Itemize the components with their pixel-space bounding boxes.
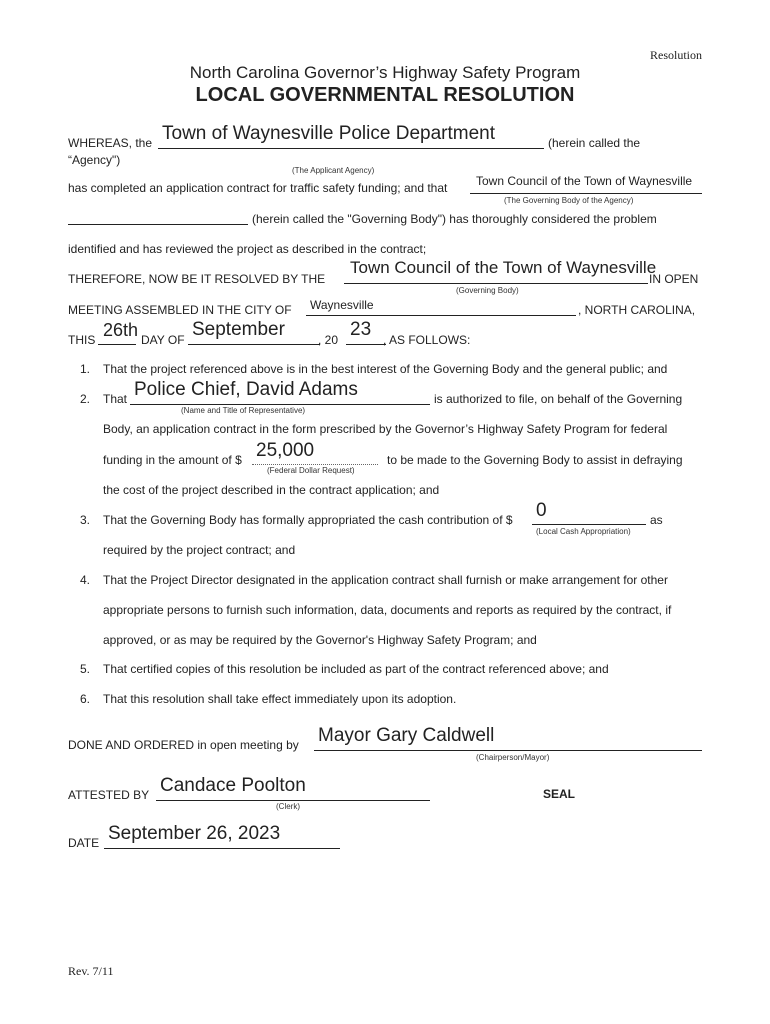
governing-body-continuation-line — [68, 224, 248, 225]
day-of-text: DAY OF — [141, 333, 185, 347]
agency-caption: (The Applicant Agency) — [292, 166, 375, 175]
chairperson-field[interactable]: Mayor Gary Caldwell — [318, 725, 495, 746]
item-2-number: 2. — [80, 392, 91, 406]
agency-field[interactable]: Town of Waynesville Police Department — [162, 123, 495, 144]
governing-body-field-line — [470, 193, 702, 194]
clerk-caption: (Clerk) — [276, 802, 300, 811]
city-field-line — [306, 315, 576, 316]
therefore-lead: THEREFORE, NOW BE IT RESOLVED BY THE — [68, 272, 326, 286]
funding-field-line — [252, 464, 378, 465]
date-field[interactable]: September 26, 2023 — [108, 823, 281, 844]
cash-caption: (Local Cash Appropriation) — [536, 527, 631, 536]
day-field[interactable]: 26th — [103, 320, 139, 340]
date-lead: DATE — [68, 836, 100, 850]
whereas-lead: WHEREAS, the — [68, 136, 153, 150]
item-4-line2: appropriate persons to furnish such information, data, documents and reports as required by the contract, if — [103, 603, 672, 617]
item-1-text: That the project referenced above is in the best interest of the Governing Body and the general public; and — [103, 362, 668, 376]
seal-label: SEAL — [543, 787, 576, 801]
city-field[interactable]: Waynesville — [310, 298, 374, 312]
governing-body-2-caption: (Governing Body) — [456, 286, 519, 295]
month-field[interactable]: September — [192, 319, 285, 340]
governing-body-2-field[interactable]: Town Council of the Town of Waynesville — [350, 258, 657, 277]
item-5-text: That certified copies of this resolution be included as part of the contract referenced above; and — [103, 662, 609, 676]
item-2-line4: the cost of the project described in the contract application; and — [103, 483, 440, 497]
cash-field-line — [532, 524, 646, 525]
program-title: North Carolina Governor’s Highway Safety Program — [189, 63, 581, 82]
governing-body-caption: (The Governing Body of the Agency) — [504, 196, 634, 205]
revision-label: Rev. 7/11 — [68, 964, 114, 978]
year-prefix-text: , 20 — [318, 333, 339, 347]
item-3-lead: That the Governing Body has formally appropriated the cash contribution of $ — [103, 513, 513, 527]
item-3-number: 3. — [80, 513, 91, 527]
whereas-tail: (herein called the — [548, 136, 641, 150]
item-2-line2: Body, an application contract in the form prescribed by the Governor’s Highway Safety Program for federal — [103, 422, 668, 436]
date-field-line — [104, 848, 340, 849]
clerk-field[interactable]: Candace Poolton — [160, 775, 306, 796]
meeting-lead: MEETING ASSEMBLED IN THE CITY OF — [68, 303, 292, 317]
item-4-line1: That the Project Director designated in the application contract shall furnish or make arrangement for other — [103, 573, 668, 587]
representative-field[interactable]: Police Chief, David Adams — [134, 379, 358, 400]
item-2-funding-tail: to be made to the Governing Body to assist in defraying — [387, 453, 683, 467]
year-field-line — [346, 344, 386, 345]
representative-caption: (Name and Title of Representative) — [181, 406, 306, 415]
representative-field-line — [130, 404, 430, 405]
this-text: THIS — [68, 333, 96, 347]
chairperson-field-line — [314, 750, 702, 751]
item-4-number: 4. — [80, 573, 91, 587]
funding-field[interactable]: 25,000 — [256, 440, 315, 461]
item-3-as: as — [650, 513, 663, 527]
clerk-field-line — [156, 800, 430, 801]
governing-body-field[interactable]: Town Council of the Town of Waynesville — [476, 174, 693, 188]
funding-caption: (Federal Dollar Request) — [267, 466, 355, 475]
item-2-tail: is authorized to file, on behalf of the Governing — [434, 392, 683, 406]
agency-field-line — [158, 148, 544, 149]
completed-text: has completed an application contract for traffic safety funding; and that — [68, 181, 448, 195]
item-1-number: 1. — [80, 362, 91, 376]
agency-quote: “Agency") — [68, 153, 121, 167]
item-4-line3: approved, or as may be required by the Governor's Highway Safety Program; and — [103, 633, 537, 647]
attested-by-lead: ATTESTED BY — [68, 788, 150, 802]
done-ordered-lead: DONE AND ORDERED in open meeting by — [68, 738, 299, 752]
month-field-line — [188, 344, 320, 345]
herein-governing-body: (herein called the "Governing Body") has thoroughly considered the problem — [252, 212, 657, 226]
item-5-number: 5. — [80, 662, 91, 676]
year-field[interactable]: 23 — [350, 319, 372, 340]
north-carolina-text: , NORTH CAROLINA, — [578, 303, 696, 317]
resolution-corner-label: Resolution — [649, 48, 702, 62]
item-6-text: That this resolution shall take effect immediately upon its adoption. — [103, 692, 457, 706]
in-open-text: IN OPEN — [649, 272, 699, 286]
identified-text: identified and has reviewed the project as described in the contract; — [68, 242, 427, 256]
governing-body-2-line — [344, 283, 648, 284]
day-field-line — [98, 344, 136, 345]
item-3-line2: required by the project contract; and — [103, 543, 296, 557]
cash-field[interactable]: 0 — [536, 500, 547, 521]
item-2-funding-lead: funding in the amount of $ — [103, 453, 242, 467]
as-follows-text: , AS FOLLOWS: — [383, 333, 471, 347]
item-6-number: 6. — [80, 692, 91, 706]
item-2-lead: That — [103, 392, 128, 406]
chairperson-caption: (Chairperson/Mayor) — [476, 753, 550, 762]
document-title: LOCAL GOVERNMENTAL RESOLUTION — [195, 84, 575, 106]
